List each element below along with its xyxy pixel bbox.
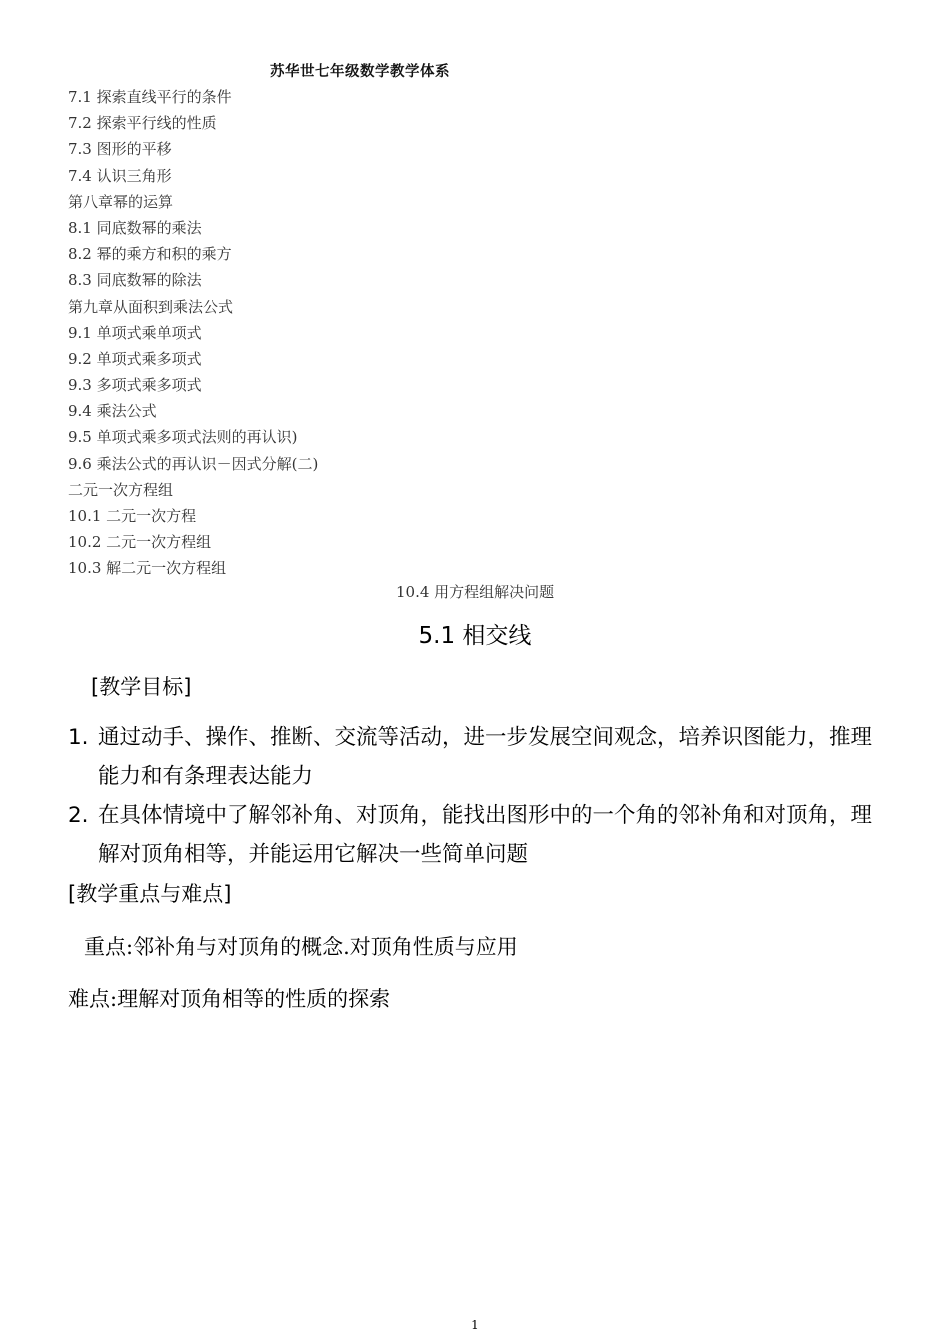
toc-item: 第八章幂的运算 [68,192,174,211]
goal-text: 通过动手、操作、推断、交流等活动，进一步发展空间观念，培养识图能力，推理能力和有条理表达能力 [98,725,873,789]
toc-item: 8.1 同底数幂的乘法 [68,218,202,237]
document-title: 苏华世七年级数学教学体系 [270,63,450,80]
toc-item: 7.3 图形的平移 [68,140,172,159]
page-number: 1 [471,1318,479,1332]
difficult-point: 难点:理解对顶角相等的性质的探索 [68,987,391,1011]
toc-item: 7.2 探索平行线的性质 [68,114,217,133]
toc-item-last: 10.4 用方程组解决问题 [396,583,555,601]
toc-item: 第九章从面积到乘法公式 [68,297,234,316]
key-point: 重点:邻补角与对顶角的概念.对顶角性质与应用 [84,935,518,959]
toc-item: 9.6 乘法公式的再认识－因式分解(二) [68,454,319,473]
toc-item: 10.3 解二元一次方程组 [68,559,227,578]
table-of-contents [68,84,318,582]
goal-item [68,718,888,796]
toc-item: 8.3 同底数幂的除法 [68,271,202,290]
toc-item: 10.2 二元一次方程组 [68,533,212,552]
toc-item: 9.5 单项式乘多项式法则的再认识) [68,428,298,447]
toc-item: 9.1 单项式乘单项式 [68,323,202,342]
key-difficult-heading: [教学重点与难点] [68,882,232,906]
goals-heading: [教学目标] [91,675,192,699]
section-title: 5.1 相交线 [418,623,532,649]
goal-number: 2. [68,803,89,828]
goal-number: 1. [68,725,89,750]
toc-item: 9.2 单项式乘多项式 [68,349,202,368]
toc-item: 10.1 二元一次方程 [68,507,197,525]
goals-list [68,718,888,874]
toc-item: 7.4 认识三角形 [68,166,172,185]
toc-item: 二元一次方程组 [68,480,174,499]
toc-item: 9.4 乘法公式 [68,402,157,421]
toc-item: 8.2 幂的乘方和积的乘方 [68,245,232,264]
toc-item: 9.3 多项式乘多项式 [68,376,202,395]
toc-item: 7.1 探索直线平行的条件 [68,88,232,106]
goal-item [68,796,888,874]
goal-text: 在具体情境中了解邻补角、对顶角，能找出图形中的一个角的邻补角和对顶角，理解对顶角相等，并能运用它解决一些简单问题 [98,803,873,867]
